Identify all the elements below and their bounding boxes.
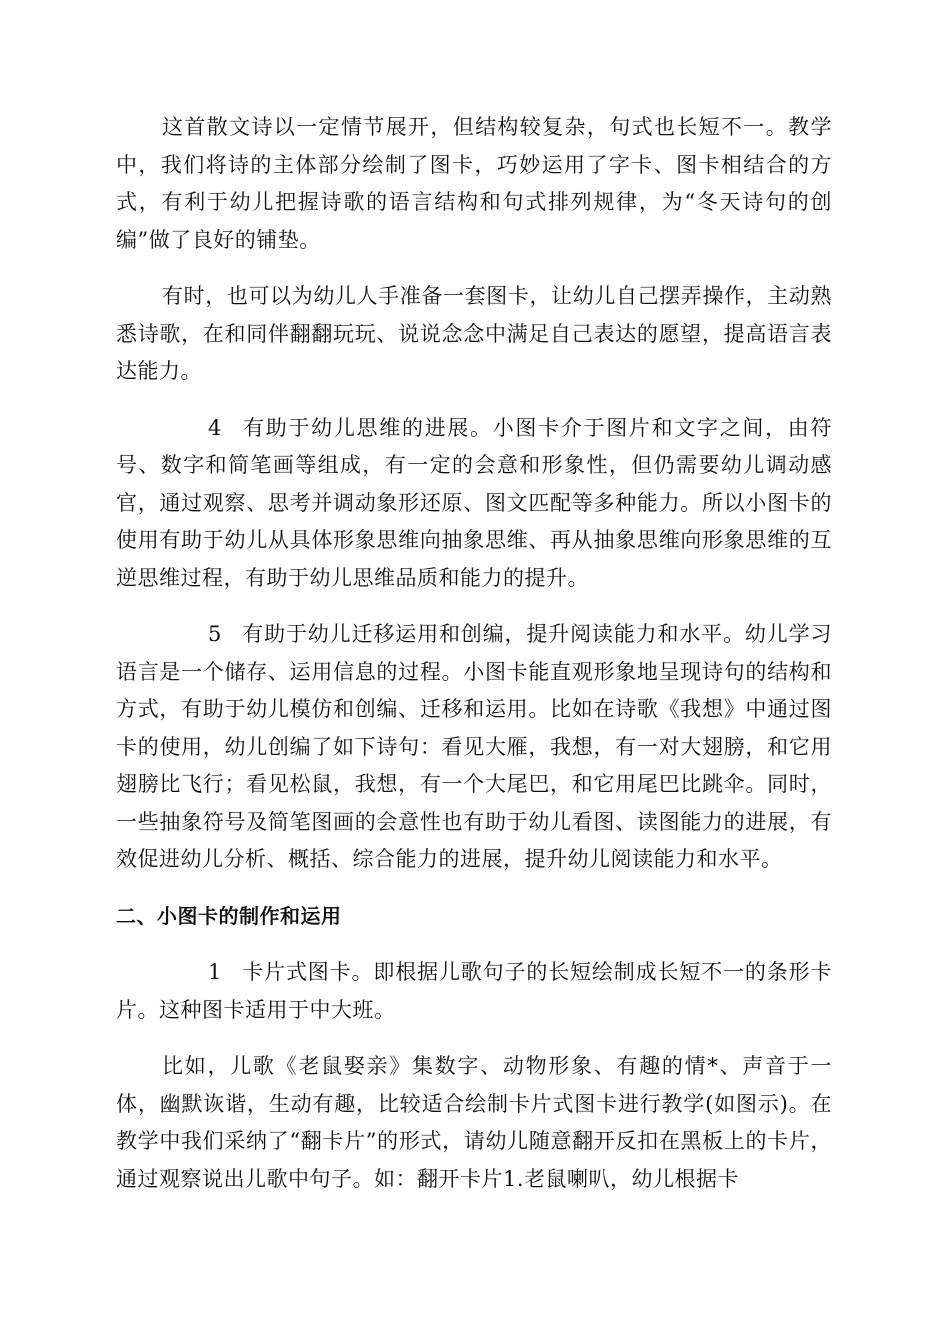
paragraph-prose-poem (116, 109, 832, 259)
paragraph-text: 有助于幼儿迁移运用和创编，提升阅读能力和水平。幼儿学习语言是一个储存、运用信息的过程。小图卡能直观形象地呈现诗句的结构和方式，有助于幼儿模仿和创编、迁移和运用。比如在诗歌《我想》中通过图卡的使用，幼儿创编了如下诗句：看见大雁，我想，有一对大翅膀，和它用翅膀比飞行；看见松鼠，我想，有一个大尾巴，和它用尾巴比跳伞。同时，一些抽象符号及简笔图画的会意性也有助于幼儿看图、读图能力的进展，有效促进幼儿分析、概括、综合能力的进展，提升幼儿阅读能力和水平。 (116, 622, 832, 871)
point-number: 5 (208, 622, 222, 646)
paragraph-text: 有助于幼儿思维的进展。小图卡介于图片和文字之间，由符号、数字和简笔画等组成，有一定的会意和形象性，但仍需要幼儿调动感官，通过观察、思考并调动象形还原、图文匹配等多种能力。所以小图卡的使用有助于幼儿从具体形象思维向抽象思维、再从抽象思维向形象思维的互逆思维过程，有助于幼儿思维品质和能力的提升。 (116, 415, 832, 590)
section-heading: 二、小图卡的制作和运用 (116, 903, 342, 928)
paragraph-point-1 (116, 954, 832, 1029)
point-number: 1 (208, 960, 222, 984)
paragraph-text: 卡片式图卡。即根据儿歌句子的长短绘制成长短不一的条形卡片。这种图卡适用于中大班。 (116, 960, 832, 1022)
paragraph-example (116, 1048, 832, 1198)
paragraph-picture-cards-set (116, 278, 832, 391)
paragraph-text: 比如，儿歌《老鼠娶亲》集数字、动物形象、有趣的情*、声音于一体，幽默诙谐，生动有趣，比较适合绘制卡片式图卡进行教学(如图示)。在教学中我们采纳了“翻卡片”的形式，请幼儿随意翻开反扣在黑板上的卡片，通过观察说出儿歌中句子。如：翻开卡片1.老鼠喇叭，幼儿根据卡 (116, 1054, 832, 1191)
paragraph-text: 有时，也可以为幼儿人手准备一套图卡，让幼儿自己摆弄操作，主动熟悉诗歌，在和同伴翻翻玩玩、说说念念中满足自己表达的愿望，提高语言表达能力。 (116, 284, 832, 383)
point-number: 4 (208, 415, 222, 440)
document-body (116, 109, 832, 1217)
paragraph-point-4 (116, 410, 832, 598)
paragraph-text: 这首散文诗以一定情节展开，但结构较复杂，句式也长短不一。教学中，我们将诗的主体部分绘制了图卡，巧妙运用了字卡、图卡相结合的方式，有利于幼儿把握诗歌的语言结构和句式排列规律，为“冬天诗句的创编”做了良好的铺垫。 (116, 115, 832, 252)
paragraph-point-5 (116, 616, 832, 879)
